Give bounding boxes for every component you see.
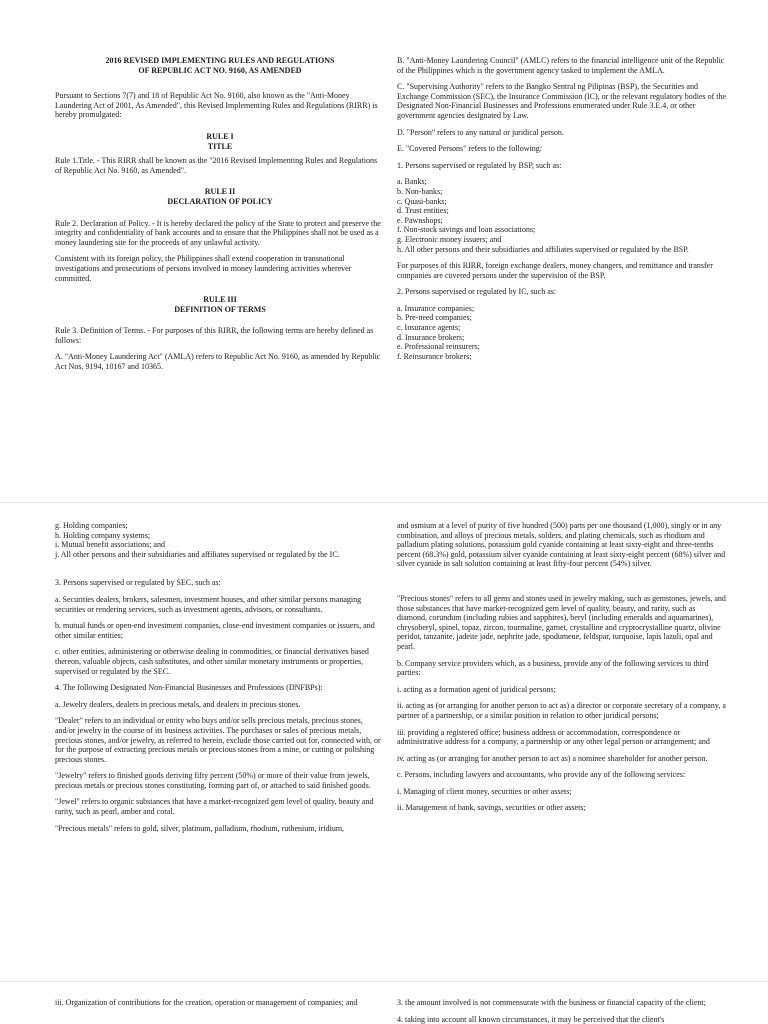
csp-item-iv: iv. acting as (or arranging for another person to act as) a nominee shareholder for another person.	[397, 753, 708, 763]
document-page-1	[0, 0, 768, 498]
lawyers-item-ii: ii. Management of bank, savings, securities or other assets;	[397, 803, 586, 813]
page2-left-column	[55, 521, 385, 840]
jewelry-definition: "Jewelry" refers to finished goods deriving fifty percent (50%) or more of their value from jewels, precious metals or precious stones constituting, forming part of, or attached to said finished goods.	[55, 771, 371, 790]
list-item: a. Banks;	[397, 177, 427, 187]
lawyers-item-iii: iii. Organization of contributions for the creation, operation or management of companies; and	[55, 998, 358, 1007]
list-item: j. All other persons and their subsidiaries and affiliates supervised or regulated by the IC.	[55, 549, 340, 559]
rule3-title: DEFINITION OF TERMS	[174, 304, 266, 314]
bsp-list	[397, 177, 727, 254]
document-title-line1: 2016 REVISED IMPLEMENTING RULES AND REGULATIONS	[105, 56, 335, 65]
list-item: f. Reinsurance brokers;	[397, 351, 472, 361]
rule3-text: Rule 3. Definition of Terms. - For purposes of this RIRR, the following terms are hereby defined as follows:	[55, 326, 374, 345]
dealer-definition: "Dealer" refers to an individual or entity who buys and/or sells precious metals, precious stones, and/or jewelry in the course of its business activities. The purchases or sales of precious metals, precious stones, and/or jewelry, as referred to herein, exclude those carried out for, connected with, or for the purpose of extracting precious metals or precious stones from a mine, or cutting or polishing precious stones.	[55, 716, 381, 764]
rule1-title: TITLE	[207, 141, 233, 151]
list-item: e. Professional reinsurers;	[397, 342, 480, 352]
rule2-text: Rule 2. Declaration of Policy. - It is hereby declared the policy of the State to protect and preserve the integrity and confidentiality of bank accounts and to ensure that the Philippines shall not be used as a money laundering site for the proceeds of any unlawful activity.	[55, 218, 381, 247]
list-item: c. Quasi-banks;	[397, 196, 447, 206]
list-item: d. Trust entities;	[397, 206, 449, 216]
indicator-item-3: 3. the amount involved is not commensurate with the business or financial capacity of the client;	[397, 998, 706, 1007]
rule1-heading: RULE I	[206, 131, 234, 141]
lawyers-item-i: i. Managing of client money, securities or other assets;	[397, 786, 572, 796]
document-page-3	[0, 985, 768, 1024]
dnfbp-item-a: a. Jewelry dealers, dealers in precious metals, and dealers in precious stones.	[55, 699, 301, 709]
document-title-line2: OF REPUBLIC ACT NO. 9160, AS AMENDED	[138, 65, 302, 75]
definition-d: D. "Person" refers to any natural or juridical person.	[397, 127, 564, 137]
page1-right-column	[397, 56, 727, 368]
list-item: b. Non-banks;	[397, 186, 443, 196]
list-item: g. Electronic money issuers; and	[397, 234, 502, 244]
sec-intro: 3. Persons supervised or regulated by SEC, such as:	[55, 578, 221, 588]
rule2-text2: Consistent with its foreign policy, the Philippines shall extend cooperation in transnational investigations and prosecutions of persons involved in money laundering activities wherever committed.	[55, 254, 352, 283]
dnfbp-intro: 4. The following Designated Non-Financial Businesses and Professions (DNFBPs):	[55, 683, 323, 693]
jewel-definition: "Jewel" refers to organic substances that have a market-recognized gem level of quality, beauty and rarity, such as pearl, amber and coral.	[55, 797, 374, 817]
list-item: i. Mutual benefit associations; and	[55, 540, 165, 550]
list-item: g. Holding companies;	[55, 521, 128, 530]
document-page-2	[0, 506, 768, 977]
list-item: h. All other persons and their subsidiaries and affiliates supervised or regulated by the BSP.	[397, 244, 689, 254]
preamble: Pursuant to Sections 7(7) and 18 of Republic Act No. 9160, also known as the "Anti-Money Laundering Act of 2001, As Amended", this Revised Implementing Rules and Regulations (RIRR) is hereby promulgated:	[55, 91, 378, 120]
precious-metals-continued: and osmium at a level of purity of five hundred (500) parts per one thousand (1,000), singly or in any combination, and alloys of precious metals, solders, and plating chemicals, such as rhodium and palladium plating solutions, potassium gold cyanide containing at least sixty-eight and three-tenths percent (68.3%) gold, potassium silver cyanide containing at least sixty-eight percent (68%) silver and silver cyanide in salt solution containing at least fifty-four percent (54%) silver.	[397, 521, 726, 569]
sec-item-a: a. Securities dealers, brokers, salesmen, investment houses, and other similar persons managing securities or rendering services, such as investment agents, advisors, or consultants.	[55, 594, 362, 614]
page3-right-column	[397, 998, 727, 1024]
page1-left-column	[55, 56, 385, 379]
rule3-heading: RULE III	[203, 295, 237, 305]
rule1-text: Rule 1.Title. - This RIRR shall be known as the "2016 Revised Implementing Rules and Regulations of Republic Act No. 9160, as Amended".	[55, 156, 378, 175]
list-item: f. Non-stock savings and loan associations;	[397, 225, 536, 235]
csp-item-iii: iii. providing a registered office; business address or accommodation, correspondence or administrative address for a company, a partnership or any other legal person or arrangement; and	[397, 727, 710, 747]
precious-stones-definition: "Precious stones" refers to all gems and stones used in jewelry making, such as gemstones, jewels, and those substances that have market-recognized gem level of quality, beauty, and rarity, such as diamond, corundum (including rubies and sapphires), beryl (including emeralds and aquamarines), chrysoberyl, spinel, topaz, zircon, tourmaline, garnet, crystalline and cryptocrystalline quartz, olivine peridot, tanzanite, jadeite jade, nephrite jade, spodumene, feldspar, turquoise, lapis lazuli, opal and pearl.	[397, 593, 726, 651]
csp-item-i: i. acting as a formation agent of juridical persons;	[397, 684, 556, 694]
page-divider	[0, 981, 768, 982]
list-item: b. Pre-need companies;	[397, 313, 472, 323]
sec-item-b: b. mutual funds or open-end investment companies, close-end investment companies or issuers, and other similar entities;	[55, 621, 375, 640]
ic-list-continued	[55, 521, 385, 559]
csp-intro: b. Company service providers which, as a business, provide any of the following services to third parties:	[397, 658, 709, 678]
list-item: h. Holding company systems;	[55, 530, 151, 540]
ic-intro: 2. Persons supervised or regulated by IC, such as:	[397, 287, 557, 297]
list-item: a. Insurance companies;	[397, 303, 475, 313]
csp-item-ii: ii. acting as (or arranging for another person to act as) a director or corporate secretary of a company, a partner of a partnership, or a similar position in relation to other juridical persons;	[397, 701, 726, 720]
rule2-heading: RULE II	[204, 187, 236, 197]
bsp-note: For purposes of this RIRR, foreign exchange dealers, money changers, and remittance and transfer companies are covered persons under the supervision of the BSP.	[397, 261, 713, 280]
definition-a: A. "Anti-Money Laundering Act" (AMLA) refers to Republic Act No. 9160, as amended by Republic Act Nos. 9194, 10167 and 10365.	[55, 352, 381, 372]
precious-metals-definition: "Precious metals" refers to gold, silver, platinum, palladium, rhodium, ruthenium, iridium,	[55, 823, 345, 833]
ic-list	[397, 304, 727, 362]
page3-left-column	[55, 998, 385, 1015]
definition-e: E. "Covered Persons" refers to the following:	[397, 144, 542, 154]
list-item: e. Pawnshops;	[397, 215, 443, 225]
page-divider	[0, 502, 768, 503]
rule2-title: DECLARATION OF POLICY	[167, 196, 273, 206]
definition-c: C. "Supervising Authority" refers to the Bangko Sentral ng Pilipinas (BSP), the Securities and Exchange Commission (SEC), the Insurance Commission (IC), or the relevant regulatory bodies of the Designated Non-Financial Businesses and Professions enumerated under Rule 3.E.4, or other government agencies designated by Law.	[397, 82, 727, 120]
sec-item-c: c. other entities, administering or otherwise dealing in commodities, or financial derivatives based thereon, valuable objects, cash substitutes, and other similar monetary instruments or properties, supervised or regulated by the SEC.	[55, 647, 369, 676]
lawyers-intro: c. Persons, including lawyers and accountants, who provide any of the following services:	[397, 770, 686, 780]
list-item: c. Insurance agents;	[397, 323, 461, 333]
list-item: d. Insurance brokers;	[397, 332, 465, 342]
bsp-intro: 1. Persons supervised or regulated by BSP, such as:	[397, 160, 562, 170]
page2-right-column	[397, 521, 727, 820]
definition-b: B. "Anti-Money Laundering Council" (AMLC) refers to the financial intelligence unit of the Republic of the Philippines which is the government agency tasked to implement the AMLA.	[397, 56, 725, 75]
indicator-item-4: 4. taking into account all known circumstances, it may be perceived that the client's	[397, 1014, 665, 1024]
